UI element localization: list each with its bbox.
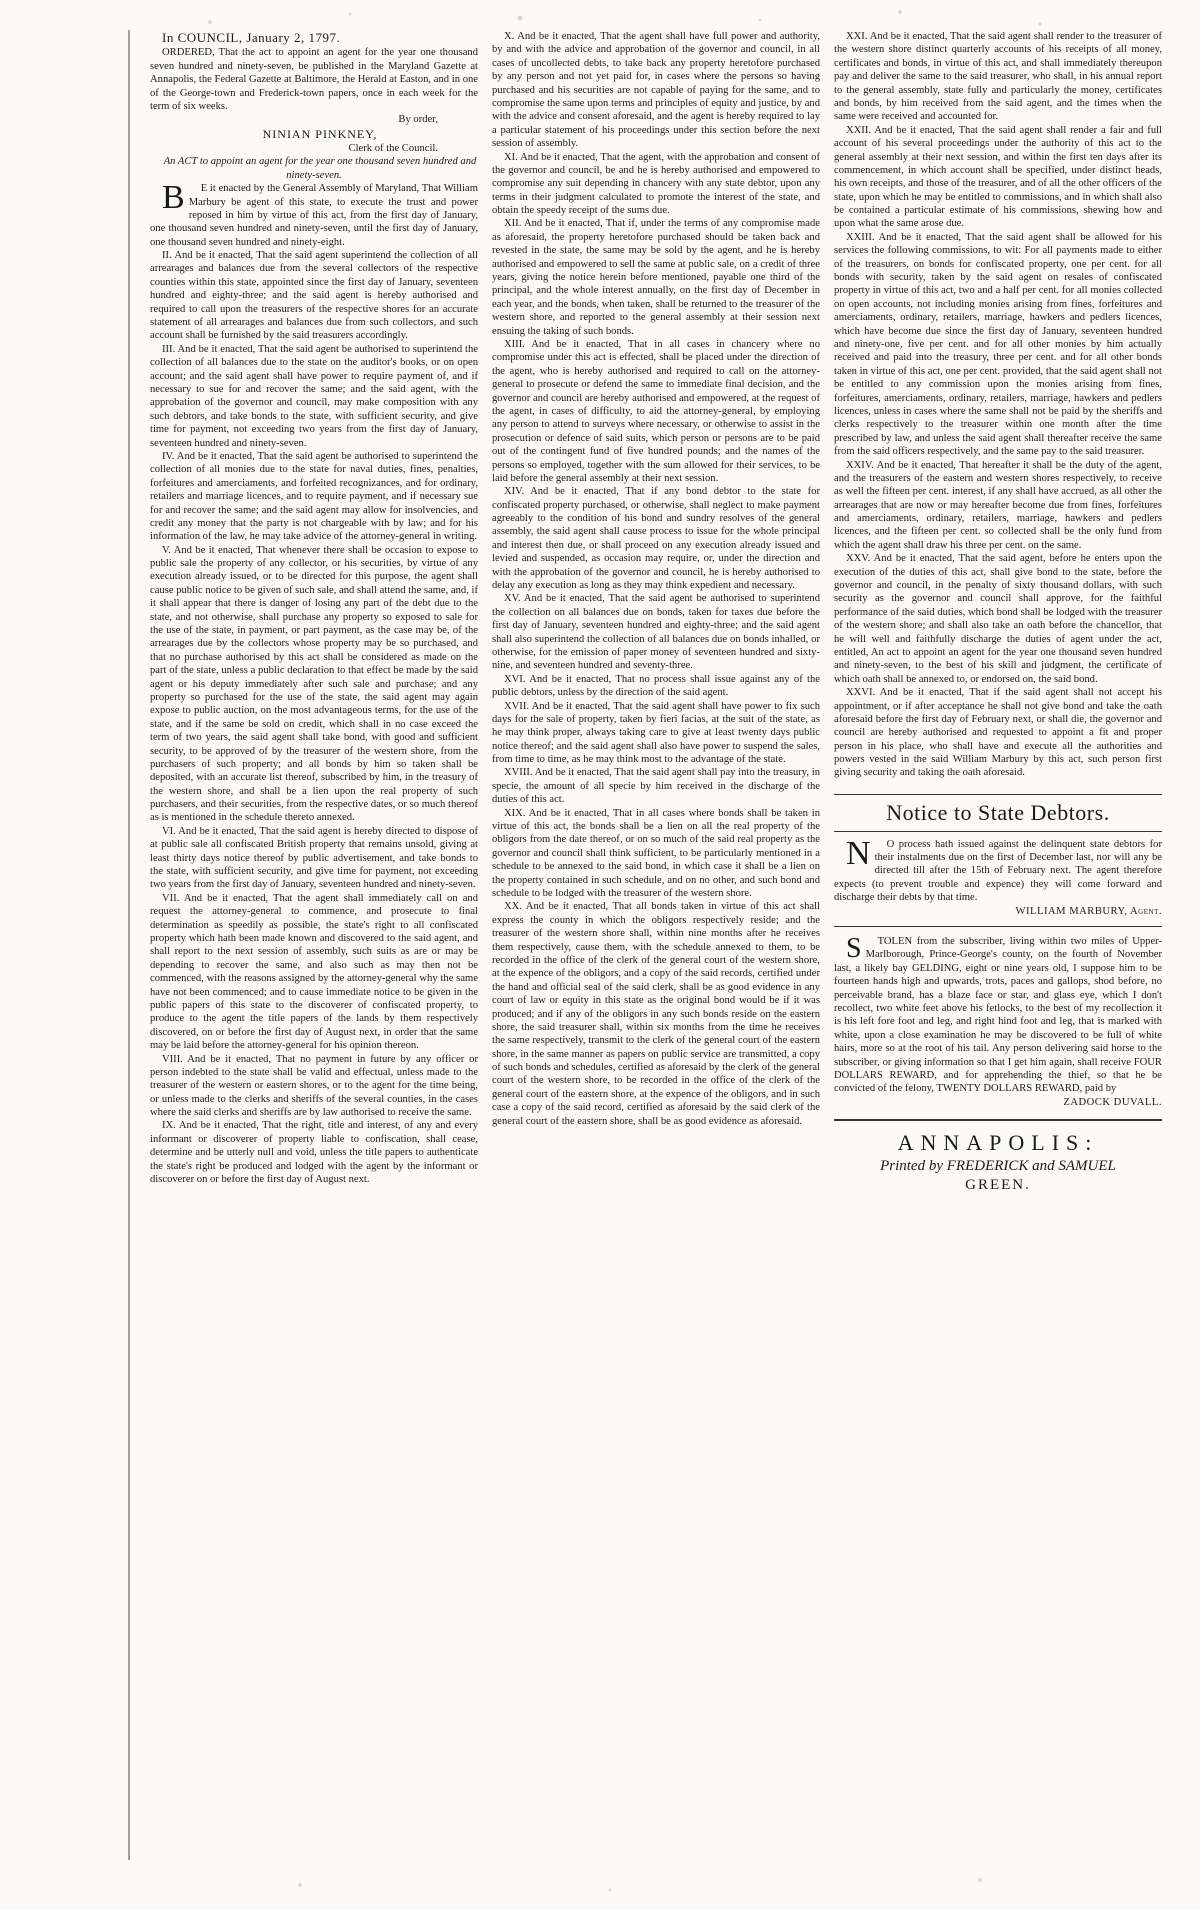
column-1 bbox=[150, 30, 478, 1870]
act-section-25: XXV. And be it enacted, That the said agent, before he enters upon the execution of the duties of this act, shall give bond to the state, before the governor and council, in the penalty of sixty thousand dollars, with such security as the governor and council shall approve, for the faithful performance of the said duties, which bond shall be lodged with the treasurer of the western shore; and shall also take an oath before the chancellor, that he will well and faithfully discharge the duties of agent under the act, entitled, An act to appoint an agent for the year one thousand seven hundred and ninety-seven, to the best of his skill and judgment, the certificate of which oath shall be annexed to, or endorsed on, the said bond. bbox=[834, 553, 1162, 685]
act-section-17: XVII. And be it enacted, That the said agent shall have power to fix such days for the sale of property, taken by fieri facias, at the suit of the state, as he may think proper, always taking care to give at least twenty days public notice thereof; and the said agent shall also have power to suspend the sales, from time to time, as he may think most to the advantage of the state. bbox=[492, 700, 820, 766]
act-section-24: XXIV. And be it enacted, That hereafter it shall be the duty of the agent, and the treasurers of the eastern and western shores respectively, to receive as well the fifteen per cent. interest, if any shall have accrued, as all other the arrearages that are now or may hereafter become due from fines, forfeitures and amerciaments, ordinary, retailers, marriage, hawkers and pedlers licences, and the fifteen per cent. so collected shall be the only fund from which the agent shall draw his three per cent. on the same. bbox=[834, 459, 1162, 551]
column-3 bbox=[834, 30, 1162, 1870]
column-2 bbox=[492, 30, 820, 1870]
page-content bbox=[150, 30, 1165, 1870]
notice-title: Notice to State Debtors. bbox=[834, 794, 1162, 832]
act-section-10: X. And be it enacted, That the agent shall have full power and authority, by and with the advice and approbation of the governor and council, in all cases of uncollected debts, to take back any property heretofore purchased by any person and not yet paid for, in cases where the persons so having purchased and his securities are not capable of paying for the same, and to compromise the same upon terms and principles of equity and justice, by and with the advice and consent aforesaid, and the agent is hereby required to lay a particular statement of his proceedings under this section before the next session of assembly. bbox=[492, 31, 820, 150]
by-order: By order, bbox=[398, 114, 438, 126]
act-section-3: III. And be it enacted, That the said agent be authorised to superintend the collection of all balances due to the state on the auditor's books, or on open account; and the said agent shall have power to require payment of, and if necessary to sue for and recover the same; and the said agent, with the approbation of the governor and council, may make composition with any such debtors, and take bonds to the state, with sufficient security, and give time for payment, not exceeding two years from the first day of January, seventeen hundred and ninety-seven. bbox=[150, 343, 478, 449]
imprint-surname: GREEN. bbox=[965, 1176, 1031, 1193]
stolen-signer: ZADOCK DUVALL. bbox=[1063, 1096, 1162, 1108]
notice-signer: WILLIAM MARBURY, Agent. bbox=[1015, 905, 1162, 917]
act-section-26: XXVI. And be it enacted, That if the said agent shall not accept his appointment, or if after acceptance he shall not give bond and take the oath aforesaid before the first day of February next, or shall die, the governor and council are hereby authorised and requested to appoint a fit and proper person in his place, who shall have and execute all the authorities and powers vested in the said William Marbury by this act, such person first giving security and taking the oath aforesaid. bbox=[834, 687, 1162, 779]
stolen-horse-ad bbox=[834, 935, 1162, 1096]
notice-body bbox=[834, 834, 1162, 905]
act-section-16: XVI. And be it enacted, That no process shall issue against any of the public debtors, unless by the direction of the said agent. bbox=[492, 673, 820, 699]
council-clerk-name: NINIAN PINKNEY, bbox=[262, 126, 378, 141]
imprint-city: ANNAPOLIS: bbox=[897, 1130, 1099, 1156]
act-section-15: XV. And be it enacted, That the said agent be authorised to superintend the collection on all balances due on bonds, taken for taxes due before the first day of January, seventeen hundred and eighty-three; and the said agent shall also superintend the collection of all balances due on bonds inhalled, or otherwise, for the emission of paper money of seventeen hundred and sixty-nine, and seventeen hundred and seventy-three. bbox=[492, 593, 820, 672]
act-section-19: XIX. And be it enacted, That in all cases where bonds shall be taken in virtue of this act, the bonds shall be a lien on all the real property of the obligors from the date thereof, or on so much of the said real property as the governor and council shall think sufficient, to be particularly mentioned in a schedule to be annexed to the said bond, in which case it shall be a lien on the property contained in such schedule, and on no other, and such bond and schedule to be lodged with the treasurer of the western shore. bbox=[492, 807, 820, 899]
act-dropcap: B bbox=[162, 179, 185, 217]
act-section-11: XI. And be it enacted, That the agent, with the approbation and consent of the governor and council, be and he is hereby authorised and empowered to compromise any suit depending in chancery with any state debtor, upon any terms in their judgment calculated to promote the interest of the state, and obtain the speedy receipt of the sums due. bbox=[492, 151, 820, 217]
page-fold-line bbox=[128, 30, 130, 1860]
act-section-7: VII. And be it enacted, That the agent shall immediately call on and request the attorney-general to commence, and prosecute to final determination as speedily as possible, the state's right to all confiscated property which hath been made known and discovered to the said agent, and shall report to the next session of assembly, such suits as are or may be depending to recover the same, and also such as may then not be commenced, with the reasons assigned by the attorney-general why the same have not been commenced; and to cause immediate notice to be given in the public papers of this state to the discoverer of confiscated property, to produce to the agent the title papers of the lands by them respectively discovered, on or before the first day of August next, in order that the same may be laid before the attorney-general for his opinion thereon. bbox=[150, 892, 478, 1052]
notice-dropcap: N bbox=[846, 834, 871, 872]
act-section-1-text: E it enacted by the General Assembly of Maryland, That William Marbury be agent of this state, to execute the trust and power reposed in him by virtue of this act, from the first day of January, one thousand seven hundred and ninety-seven, until the first day of January, one thousand seven hundred and ninety-eight. bbox=[150, 183, 478, 248]
council-clerk-title: Clerk of the Council. bbox=[348, 142, 438, 154]
ad-separator bbox=[834, 926, 1162, 927]
act-section-23: XXIII. And be it enacted, That the said agent shall be allowed for his services the following commissions, to wit: For all payments made to either of the treasurers, on bonds for confiscated property, one per cent. for all bonds with security, taken by the said agent on resales of confiscated property in virtue of this act, two and a half per cent. for all monies collected on open accounts, not including monies arising from fines, forfeitures and amerciaments, ordinary, retailers, marriage, hawkers and pedlers licences, which have become due since the first day of January, seventeen hundred and ninety-one, five per cent. and for all other monies by him actually received and paid into the treasury, three per cent. and for all other bonds taken in virtue of this act, one per cent. provided, that the said agent shall not be entitled to any commission upon the monies arising from fines, forfeitures, amerciaments, ordinary, retailers, marriage, hawkers and pedlers licences, unless in cases where the same shall not be paid by the sheriffs and clerks respectively to the treasurer within one month after the time prescribed by law, and unless the said agent shall thereafter receive the same from the said officers respectively, and the same pay to the said treasurer. bbox=[834, 231, 1162, 458]
act-section-1 bbox=[150, 179, 478, 249]
text-columns bbox=[150, 30, 1165, 1870]
act-title: An ACT to appoint an agent for the year one thousand seven hundred and ninety-seven. bbox=[163, 156, 477, 181]
stolen-text: TOLEN from the subscriber, living within two miles of Upper-Marlborough, Prince-George's county, on the fourth of November last, a likely bay GELDING, eight or nine years old, I suppose him to be fourteen hands high and upwards, trots, paces and gallops, shod before, no perceivable brand, has a blaze face or star, and glass eye, which I don't recollect, two white feet above his fetlocks, to the best of my recollection it is his left fore foot and leg, and right hind foot and leg, that is marked with white, upon a close examination he may be discovered to be full of white hairs, more so at the root of his tail. Any person delivering said horse to the subscriber, or giving information so that I get him again, shall receive FOUR DOLLARS REWARD, and for apprehending the thief, so that he be convicted of the felony, TWENTY DOLLARS REWARD, paid by bbox=[834, 936, 1162, 1095]
council-dateline: In COUNCIL, January 2, 1797. bbox=[162, 30, 341, 45]
act-section-2: II. And be it enacted, That the said agent superintend the collection of all arrearages and balances due from the several collectors of the respective counties within this state, appointed since the first day of January, seventeen hundred and eighty-three; and the said agent is hereby authorised and required to call upon the treasurers of the respective shores for an accurate statement of all arrearages and balances due from such collectors, and such account shall be furnished by the said treasurers accordingly. bbox=[150, 250, 478, 342]
act-section-4: IV. And be it enacted, That the said agent be authorised to superintend the collection of all monies due to the state for naval duties, fines, penalties, forfeitures and amerciaments, and forfeited recognizances, and for ordinary, retailers and marriage licences, and to require payment, and if necessary sue for and recover the same; and the said agent may allow for insolvencies, and credit any money that the party is not chargeable with by law; and for his information of the law, he may take advice of the attorney-general in writing. bbox=[150, 450, 478, 543]
act-section-21: XXI. And be it enacted, That the said agent shall render to the treasurer of the western shore distinct quarterly accounts of his receipts of all money, certificates and bonds, in virtue of this act, and shall immediately thereupon pay and deliver the same to the said treasurer, who shall, in his annual report to the general assembly, state fully and particularly the money, certificates and bonds, by him received from the said agent, and the times when the same were received and accounted for. bbox=[834, 31, 1162, 123]
act-section-9: IX. And be it enacted, That the right, title and interest, of any and every informant or discoverer of property liable to confiscation, shall cease, determine and be utterly null and void, unless the title papers to authenticate the state's right be produced and lodged with the agent by the informant or discoverer on or before the first day of August next. bbox=[150, 1120, 478, 1186]
council-order: ORDERED, That the act to appoint an agent for the year one thousand seven hundred and ninety-seven, be published in the Maryland Gazette at Annapolis, the Federal Gazette at Baltimore, the Herald at Easton, and in one of the George-town and Frederick-town papers, once in each week for the term of six weeks. bbox=[150, 47, 478, 112]
act-section-18: XVIII. And be it enacted, That the said agent shall pay into the treasury, in specie, the amount of all specie by him received in the discharge of the duties of this act. bbox=[492, 767, 820, 806]
notice-text: O process hath issued against the delinquent state debtors for their instalments due on the first of December last, nor will any be directed till after the 15th of February next. The agent therefore expects (to prevent trouble and expence) they will come forward and discharge their debts by that time. bbox=[834, 838, 1162, 904]
act-section-8: VIII. And be it enacted, That no payment in future by any officer or person indebted to the state shall be valid and effectual, unless made to the treasurer of the western or eastern shores, or to the agent for the time being, or unless made to the clerks and sheriffs of the several counties, in the cases where the said clerks and sheriffs are by law authorised to receive the same. bbox=[150, 1053, 478, 1119]
act-section-13: XIII. And be it enacted, That in all cases in chancery where no compromise under this act is effected, shall be placed under the direction of the agent, who is hereby authorised and required to call on the attorney-general to prosecute or defend the same to immediate final decision, and the governor and council are hereby authorised and empowered, at the request of the agent, in cases of difficulty, to aid the attorney-general, by employing any person to attend to surveys where necessary, or otherwise to assist in the prosecution or defence of said suits, which person or persons are to be paid out of the contingent fund of five hundred pounds; and the names of the persons so employed, together with the sum allowed for their services, to be laid before the general assembly at their next session. bbox=[492, 338, 820, 484]
act-section-20: XX. And be it enacted, That all bonds taken in virtue of this act shall express the county in which the obligors respectively reside; and the treasurer of the western shore shall, within nine months after he receives them respectively, cause them, with the schedule annexed to them, to be recorded in the office of the clerk of the general court of the western shore, at the expence of the obligors, and a copy of the said records, certified under the hand and official seal of the said clerk, shall be as good evidence in any court of law or equity in this state as the original bond would be if it was produced; and if any of the obligors in any such bonds reside on the eastern shore, the said treasurer shall, within six months from the time he receives the same respectively, transmit to the clerk of the general court of the eastern shore, in the same manner as papers on public service are transmitted, a copy of such bonds and schedules, certified as aforesaid by the clerk of the general court of the western shore, to be recorded in the office of the clerk of the general court of the eastern shore, at the expence of the obligors, and in such case a copy of the said record, certified as aforesaid by the said clerk of the general court of the eastern shore, shall be as good evidence as aforesaid. bbox=[492, 901, 820, 1127]
act-section-5: V. And be it enacted, That whenever there shall be occasion to expose to public sale the property of any collector, or his securities, by virtue of any execution already issued, or to be directed for this purpose, the agent shall cause public notice to be given of such sale, and shall attend the same, and, if it shall appear that there is danger of losing any part of the debt due to the state, and not otherwise, shall purchase any property so exposed to sale for the use of the state, in payment, or part payment, as the case may be, of the arrearages due by the collectors whose property may be so purchased, and that no purchase authorised by this act shall be considered as made on the part of the state, unless a public declaration to that effect be made by the said agent or his deputy immediately after such sale and purchase; and any property so purchased for the use of the state, the said agent may again expose to public auction, on the most advantageous terms, for the use of the state, and if the same be sold on credit, which shall in no case exceed the term of two years, the said agent shall take bond, with good and sufficient security, to be approved of by the treasurer of the western shore, from the purchasers of such property; and all bonds by him so taken shall be deposited, with an accurate list thereof, subscribed by him, in the treasury of the western shore, and shall be a lien upon the real property of such purchasers, and their securities, from the respective dates, or so much thereof as is mentioned in the schedule thereto annexed. bbox=[150, 544, 478, 824]
act-section-14: XIV. And be it enacted, That if any bond debtor to the state for confiscated property purchased, or otherwise, shall neglect to make payment agreeably to the condition of his bond and sundry resolves of the general assembly, the said agent shall cause process to issue for the whole principal and interest then due, or shall proceed on any execution already issued and levied and suspended, as occasion may require, or, under the direction and with the approbation of the governor and council, he is hereby authorised to delay any execution as long as they may think expedient and necessary. bbox=[492, 486, 820, 592]
act-section-6: VI. And be it enacted, That the said agent is hereby directed to dispose of at public sale all confiscated British property that remains unsold, giving at least thirty days notice thereof by public advertisement, and take bonds to the state, with sufficient security, and give time for payment, not exceeding two years from the first day of January, seventeen hundred and ninety-seven. bbox=[150, 825, 478, 891]
printer-imprint bbox=[834, 1119, 1162, 1195]
act-section-22: XXII. And be it enacted, That the said agent shall render a fair and full account of his several proceedings under the authority of this act to the general assembly at their next session, and within the first ten days after its commencement, in which account shall be specified, under distinct heads, his own receipts, and those of the treasurer, and of all the other officers of the state, upon which he may be entitled to commissions, and in which shall also be contained a particular estimate of his commissions, shewing how and upon what the same arose due. bbox=[834, 124, 1162, 230]
act-section-12: XII. And be it enacted, That if, under the terms of any compromise made as aforesaid, the property heretofore purchased should be taken back and revested in the state, the same may be sold by the agent, and he is hereby authorised and empowered to sell the same at public sale, on a credit of three years, giving the notice herein before mentioned, payable one third of the principal, and the whole interest annually, on the first day of December in each year, and the bonds, when taken, shall be returned to the treasurer of the western shore, and reported to the general assembly at their session next ensuing the taking of such bonds. bbox=[492, 218, 820, 337]
imprint-printers: Printed by FREDERICK and SAMUEL bbox=[880, 1157, 1116, 1174]
stolen-dropcap: S bbox=[846, 933, 862, 965]
